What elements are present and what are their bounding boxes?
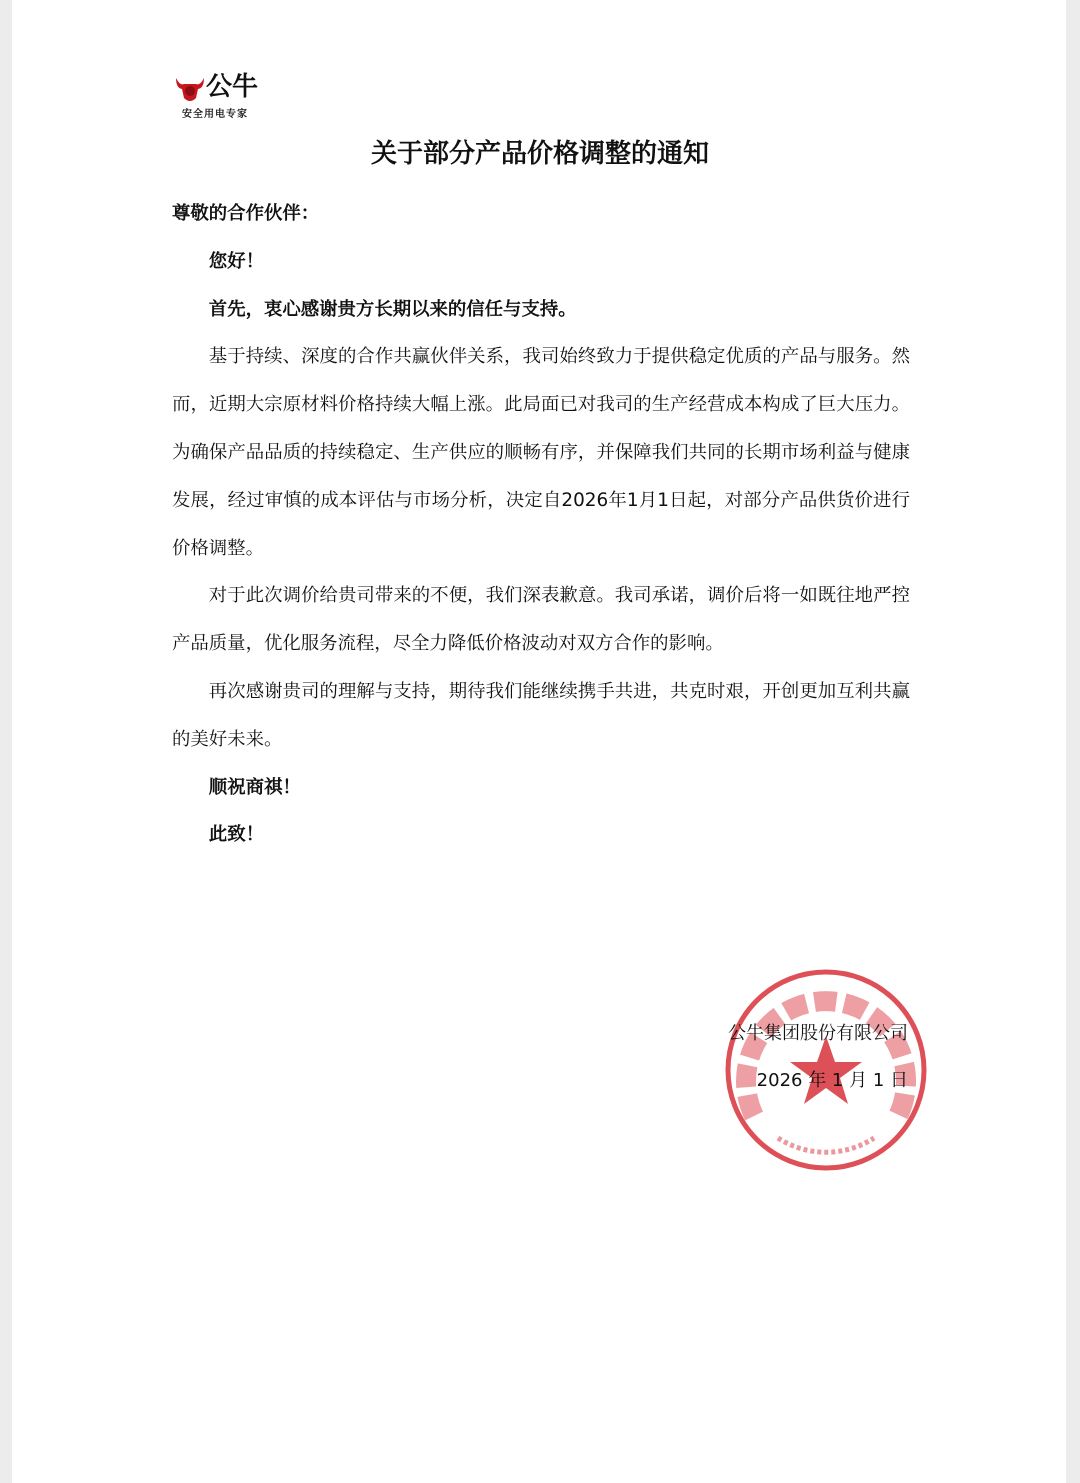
notice-title: 关于部分产品价格调整的通知 xyxy=(370,139,709,169)
logo-brand: 公牛 xyxy=(206,72,259,102)
closing-salute: 此致！ xyxy=(208,824,264,846)
logo-tagline: 安全用电专家 xyxy=(182,109,248,120)
closing-regards: 顺祝商祺！ xyxy=(208,776,301,798)
thanks-line: 首先，衷心感谢贵方长期以来的信任与支持。 xyxy=(208,298,577,320)
seal-code-arc xyxy=(778,1138,874,1152)
signature-date: 2026 年 1 月 1 日 xyxy=(756,1070,908,1091)
paragraph: 再次感谢贵司的理解与支持，期待我们能继续携手共进，共克时艰，开创更加互利共赢的美好未来。 xyxy=(172,680,910,750)
notice-body xyxy=(172,190,910,859)
greeting: 您好！ xyxy=(208,250,264,272)
signature-block xyxy=(700,1010,908,1104)
bull-head-icon xyxy=(174,74,206,104)
paragraph: 对于此次调价给贵司带来的不便，我们深表歉意。我司承诺，调价后将一如既往地严控产品质量，优化服务流程，尽全力降低价格波动对双方合作的影响。 xyxy=(172,585,910,655)
signature-company: 公牛集团股份有限公司 xyxy=(728,1023,908,1044)
paragraph: 基于持续、深度的合作共赢伙伴关系，我司始终致力于提供稳定优质的产品与服务。然而，近期大宗原材料价格持续大幅上涨。此局面已对我司的生产经营成本构成了巨大压力。为确保产品品质的持续稳定、生产供应的顺畅有序，并保障我们共同的长期市场利益与健康发展，经过审慎的成本评估与市场分析，决定自2026年1月1日起，对部分产品供货价进行价格调整。 xyxy=(172,346,910,559)
salutation: 尊敬的合作伙伴： xyxy=(172,203,320,224)
